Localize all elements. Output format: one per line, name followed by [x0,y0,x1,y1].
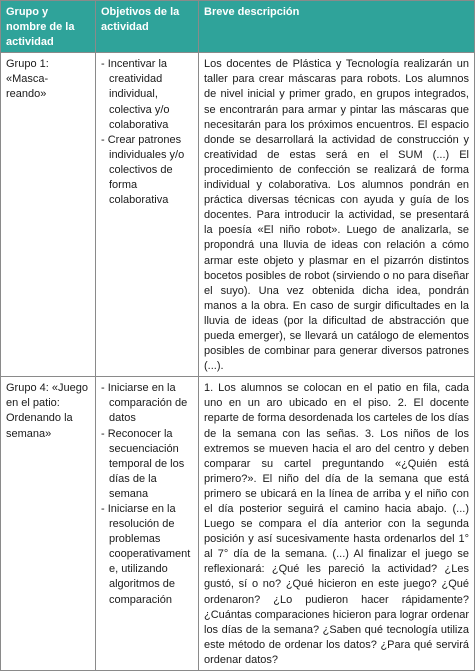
objective-item: - Iniciarse en la resolución de problemas cooperativamente, utilizando algoritmos de comparación [101,503,191,606]
objectives-cell [96,53,199,377]
objective-item: - Incentivar la creatividad individual, colectiva y/o colaborativa [101,58,170,131]
table-row [1,53,475,377]
objective-item: - Crear patrones individuales y/o colectivos de forma colaborativa [101,133,185,207]
header-group-activity: Grupo y nombre de la actividad [1,1,96,53]
objective-item: - Reconocer la secuenciación temporal de los días de la semana [101,427,185,500]
header-description: Breve descripción [199,1,475,53]
objectives-cell [96,377,199,671]
table-header-row [1,1,475,53]
table-row [1,377,475,671]
description-cell: Los docentes de Plástica y Tecnología realizarán un taller para crear máscaras para robots. Los alumnos de nivel inicial y primer grado, en grupos integrados, se encontrarán para armar y pintar las máscaras que necesitarán para los próximos encuentros. El espacio donde se desarrollará la actividad de construcción y creatividad de estas será en el SUM (...) El procedimiento de confección se realizará de forma individual y colaborativa. Los alumnos pondrán en práctica diversas técnicas con ayuda y guía de los docentes. Para introducir la actividad, se presentará la poesía «El niño robot». Luego de analizarla, se propondrá una lluvia de ideas con relación a cómo armar este objeto y plasmar en el pizarrón distintos bocetos posibles de robot (sirviendo o no para diseñar el suyo). Una vez obtenida dicha idea, pondrán manos a la obra. En caso de surgir dificultades en la lluvia de ideas (por la dificultad de abstracción que pueda emerger), se llevará un catálogo de elementos posibles de combinar para generar diversos patrones (...). [199,53,475,377]
description-cell: 1. Los alumnos se colocan en el patio en fila, cada uno en un aro ubicado en el piso. 2. El docente reparte de forma desordenada los carteles de los días de la semana con las señas. 3. Los niños de los extremos se mueven hacia el aro del centro y deben comparar su cartel preguntando «¿Quién está primero?». El niño del día de la semana que está primero se ubicará en la línea de arriba y el niño con el día posterior seguirá el camino hacia abajo. (...) Luego se compara el día anterior con la segunda posición y así sucesivamente hasta ordenarlos del 1° al 7° día de la semana. (...) Al finalizar el juego se reflexionará: ¿Qué les pareció la actividad? ¿Les gustó, sí o no? ¿Qué hicieron en este juego? ¿Qué ordenaron? ¿Lo pudieron hacer rápidamente? ¿Cuántas comparaciones hicieron para lograr ordenar los días de la semana? ¿Saben qué tecnología utiliza este método de ordenar los datos? ¿Para qué servirá ordenar datos? [199,377,475,671]
objective-item: - Iniciarse en la comparación de datos [101,382,188,425]
group-name-cell: Grupo 4: «Juego en el patio: Ordenando la semana» [1,377,96,671]
header-objectives: Objetivos de la actividad [96,1,199,53]
group-name-cell: Grupo 1: «Masca- reando» [1,53,96,377]
